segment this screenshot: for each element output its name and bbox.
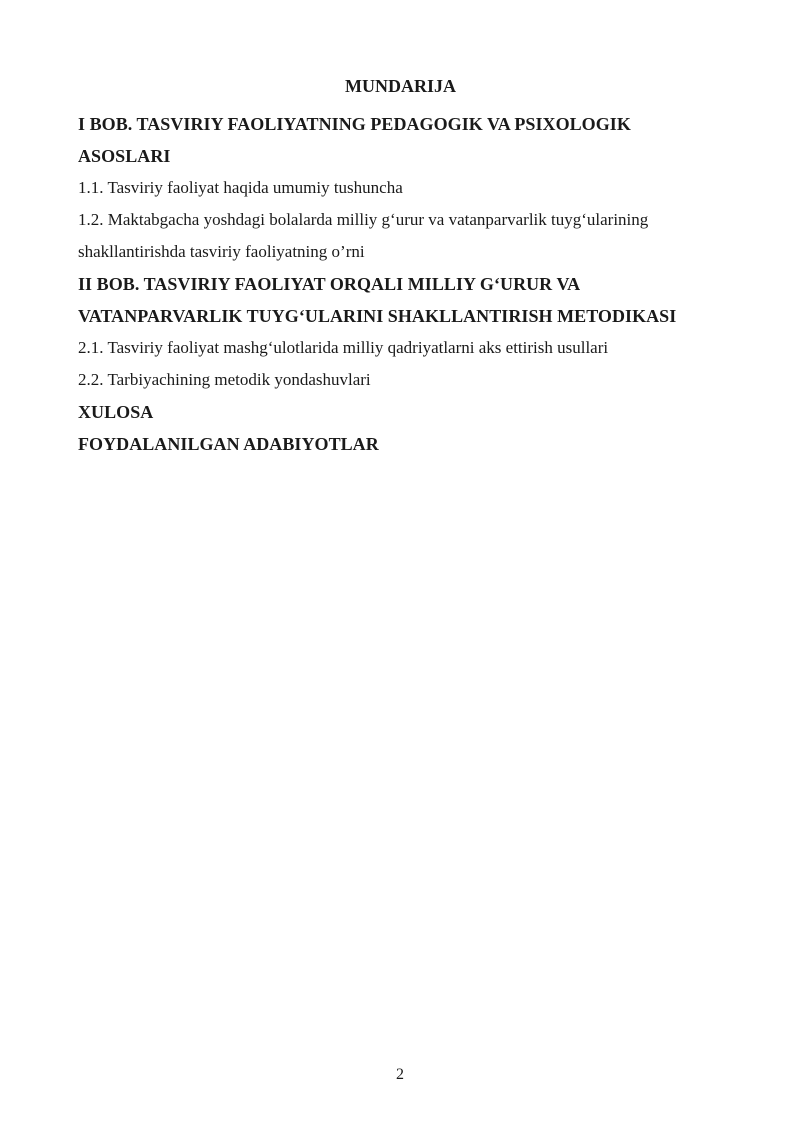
toc-chapter-2-heading-line-1: II BOB. TASVIRIY FAOLIYAT ORQALI MILLIY G‘URUR VA bbox=[78, 274, 581, 294]
toc-section-1-1: 1.1. Tasviriy faoliyat haqida umumiy tushuncha bbox=[78, 178, 403, 197]
toc-chapter-1-heading-line-1: I BOB. TASVIRIY FAOLIYATNING PEDAGOGIK VA PSIXOLOGIK bbox=[78, 114, 631, 134]
toc-section-1-2-line-2: shakllantirishda tasviriy faoliyatning o’rni bbox=[78, 242, 365, 261]
toc-section-1-2-line-1: 1.2. Maktabgacha yoshdagi bolalarda milliy g‘urur va vatanparvarlik tuyg‘ularining bbox=[78, 210, 649, 229]
toc-entry-list bbox=[78, 108, 723, 460]
toc-references: FOYDALANILGAN ADABIYOTLAR bbox=[78, 434, 379, 454]
table-of-contents bbox=[78, 76, 723, 460]
toc-chapter-1-heading-line-2: ASOSLARI bbox=[78, 146, 171, 166]
toc-conclusion: XULOSA bbox=[78, 402, 154, 422]
page-number: 2 bbox=[396, 1066, 404, 1083]
toc-section-2-1: 2.1. Tasviriy faoliyat mashg‘ulotlarida milliy qadriyatlarni aks ettirish usullari bbox=[78, 338, 609, 357]
toc-section-2-2: 2.2. Tarbiyachining metodik yondashuvlari bbox=[78, 370, 371, 389]
toc-title: MUNDARIJA bbox=[345, 76, 456, 96]
toc-chapter-2-heading-line-2: VATANPARVARLIK TUYG‘ULARINI SHAKLLANTIRISH METODIKASI bbox=[78, 306, 677, 326]
